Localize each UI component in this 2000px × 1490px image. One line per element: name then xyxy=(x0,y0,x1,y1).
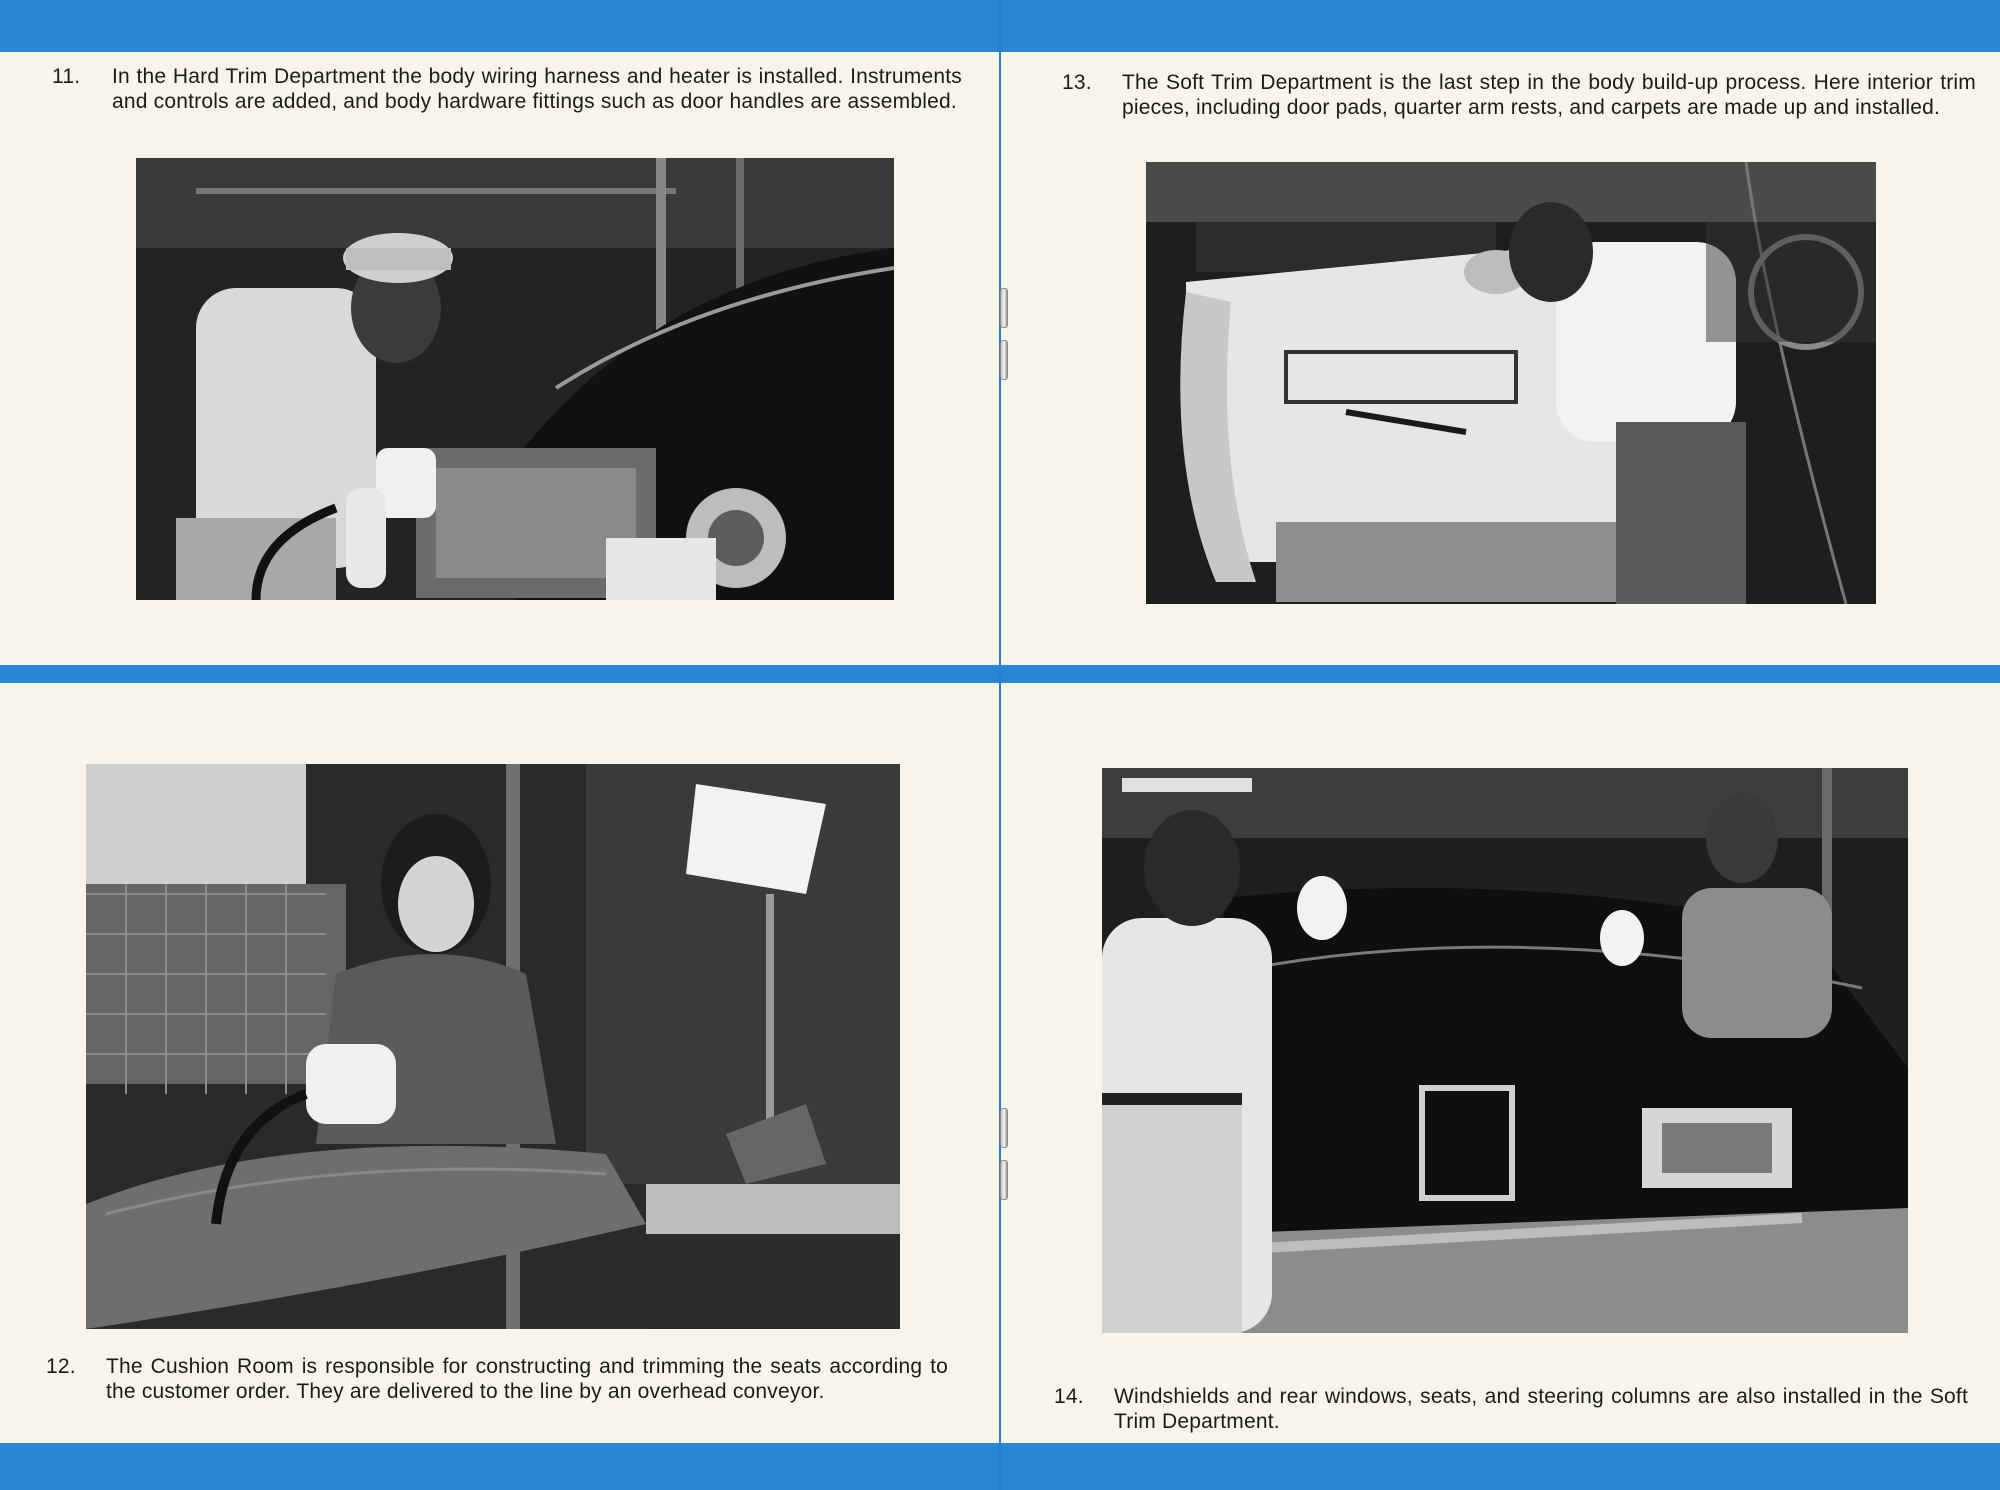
staple xyxy=(1000,1108,1008,1148)
windshield-install-photo xyxy=(1102,768,1908,1333)
caption-text: The Soft Trim Department is the last step in the body build-up process. Here interior trim pieces, including door pads, quarter arm rests, and carpets are made up and installed. xyxy=(1122,71,1976,119)
booklet-spine xyxy=(999,0,1001,1490)
hard-trim-worker-photo xyxy=(136,158,894,600)
cushion-room-worker-photo xyxy=(86,764,900,1329)
caption-number: 14. xyxy=(1054,1385,1084,1408)
caption-number: 13. xyxy=(1062,71,1092,94)
staple xyxy=(1000,1160,1008,1200)
caption-text: The Cushion Room is responsible for constructing and trimming the seats according to the customer order. They are delivered to the line by an overhead conveyor. xyxy=(106,1355,948,1403)
staple xyxy=(1000,340,1008,380)
soft-trim-door-pad-photo xyxy=(1146,162,1876,604)
caption-12 xyxy=(46,1354,948,1434)
caption-text: Windshields and rear windows, seats, and steering columns are also installed in the Soft Trim Department. xyxy=(1114,1385,1968,1433)
caption-number: 11. xyxy=(52,65,81,88)
caption-14 xyxy=(1054,1384,1968,1444)
caption-number: 12. xyxy=(46,1355,76,1378)
staple xyxy=(1000,288,1008,328)
caption-13 xyxy=(1062,70,1976,150)
caption-text: In the Hard Trim Department the body wiring harness and heater is installed. Instruments and controls are added, and body hardware fittings such as door handles are assembled. xyxy=(112,65,962,113)
caption-11 xyxy=(52,64,962,144)
